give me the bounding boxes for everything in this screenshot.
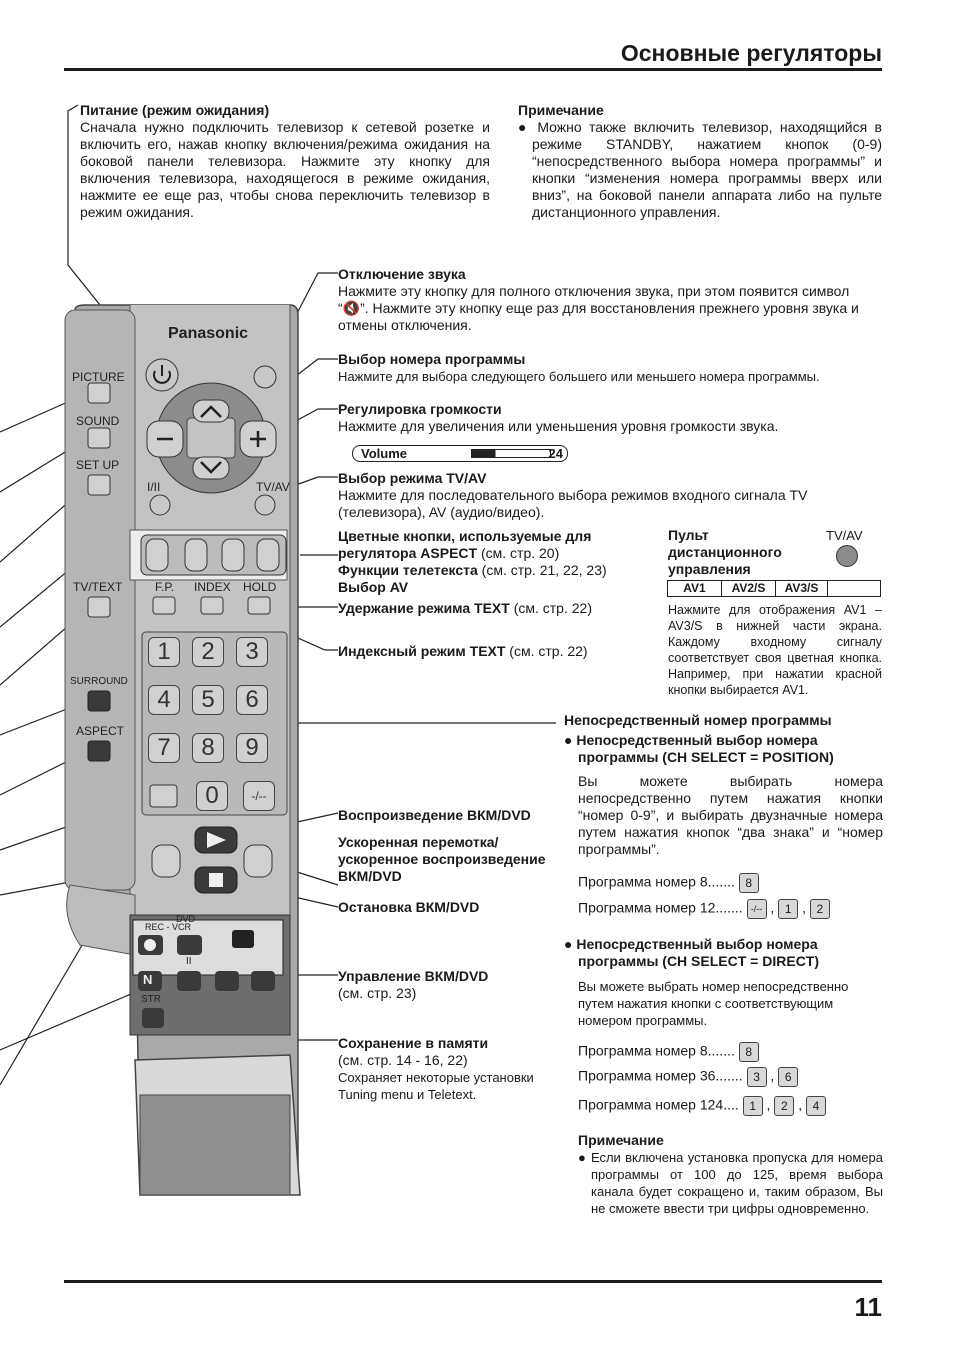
dir-ex-3: Программа номер 124.... 1 , 2 , 4	[578, 1096, 826, 1116]
label-aspect: ASPECT	[76, 724, 125, 738]
dir-ex-2: Программа номер 36....... 3 , 6	[578, 1067, 798, 1087]
pos-text: Вы можете выбирать номера непосредственно путем нажатия кнопки “номер 0-9”, и выбирать двузначные номера путем нажатия кнопок “два знака” и “номер программы”.	[578, 773, 883, 857]
vcr-section	[338, 968, 558, 1002]
pos-ex-1: Программа номер 8....... 8	[578, 873, 759, 893]
power-heading: Питание (режим ожидания)	[80, 102, 270, 118]
power-section	[80, 102, 490, 221]
keypad	[148, 637, 278, 763]
vcr-heading: Управление ВКМ/DVD	[338, 968, 489, 984]
volume-value: 24	[548, 446, 563, 461]
note-top	[518, 102, 882, 221]
label-fp: F.P.	[155, 580, 175, 594]
ff-heading: Ускоренная перемотка/ ускоренное воспроизведение ВКМ/DVD	[338, 834, 546, 884]
key-1[interactable]: 1	[148, 637, 180, 667]
av-bar	[667, 580, 881, 597]
color-line2a: регулятора ASPECT	[338, 545, 478, 561]
program-section	[338, 351, 888, 385]
color-section	[338, 528, 648, 596]
label-dvd: DVD	[176, 914, 196, 924]
mute-heading: Отключение звука	[338, 266, 466, 282]
color-line3a: Функции телетекста	[338, 562, 478, 578]
note-top-text: ● Можно также включить телевизор, находящийся в режиме STANDBY, нажатием кнопок (0-9) “непосредственного выбора номера программы” и кнопки “изменения номера программы вверх или вниз”, на боковой панели аппарата либо на пульте дистанционного управления.	[518, 119, 882, 220]
page-number: 11	[854, 1292, 882, 1322]
store-section	[338, 1035, 560, 1103]
tvav-heading: Выбор режима TV/AV	[338, 470, 487, 486]
volume-bar	[352, 445, 568, 462]
note-bottom	[578, 1132, 883, 1217]
mute-section	[338, 266, 883, 334]
key-0[interactable]: 0	[196, 781, 228, 811]
color-line1: Цветные кнопки, используемые для	[338, 528, 592, 544]
remote-brand: Panasonic	[168, 325, 249, 342]
key-5[interactable]: 5	[192, 685, 224, 715]
label-n: N	[143, 972, 153, 987]
label-picture: PICTURE	[72, 370, 125, 384]
program-heading: Выбор номера программы	[338, 351, 526, 367]
label-recvcr: REC - VCR	[145, 922, 192, 932]
label-hold: HOLD	[243, 580, 277, 594]
key-7[interactable]: 7	[148, 733, 180, 763]
note-bottom-text: ● Если включена установка пропуска для номера программы от 100 до 125, время выбора канала будет сокращено и, таким образом, Вы не сможете ввести три цифры одновременно.	[578, 1150, 883, 1216]
hold-text: Удержание режима TEXT (см. стр. 22)	[338, 600, 592, 616]
pult-button-label: TV/AV	[826, 528, 863, 543]
key-3[interactable]: 3	[236, 637, 268, 667]
key-9[interactable]: 9	[236, 733, 268, 763]
label-index: INDEX	[194, 580, 231, 594]
index-text: Индексный режим TEXT (см. стр. 22)	[338, 643, 588, 659]
pult-heading: Пульт дистанционного управления	[668, 527, 782, 577]
label-tvav: TV/AV	[256, 480, 290, 494]
bottom-rule	[64, 1280, 882, 1283]
vcr-text: (см. стр. 23)	[338, 985, 417, 1001]
label-tvtext: TV/TEXT	[73, 580, 123, 594]
page-title: Основные регуляторы	[620, 40, 882, 66]
store-text2: Сохраняет некоторые установки Tuning menu и Teletext.	[338, 1070, 534, 1102]
top-rule	[64, 68, 882, 71]
av1: AV1	[668, 581, 722, 596]
store-text1: (см. стр. 14 - 16, 22)	[338, 1052, 468, 1068]
volume-label: Volume	[361, 446, 407, 461]
dir-ex-1: Программа номер 8....... 8	[578, 1042, 759, 1062]
pult-text: Нажмите для отображения AV1 – AV3/S в нижней части экрана. Каждому входному сигналу соответствует своя цветная кнопка. Например, при нажатии красной кнопки выбирается AV1.	[668, 603, 882, 697]
label-str: STR	[141, 994, 161, 1005]
power-text: Сначала нужно подключить телевизор к сетевой розетке и включить его, нажав кнопку включения/режима ожидания на боковой панели телевизора. Нажмите эту кнопку для включения телевизора, находящегося в режиме ожидания, нажмите ее еще раз, чтобы снова переключить телевизор в режим ожидания.	[80, 119, 490, 220]
volume-heading: Регулировка громкости	[338, 401, 502, 417]
label-io: I/II	[147, 480, 161, 494]
av2: AV2/S	[722, 581, 776, 596]
note-bottom-heading: Примечание	[578, 1132, 664, 1148]
key-2[interactable]: 2	[192, 637, 224, 667]
pos-ex-2: Программа номер 12....... -/-- , 1 , 2	[578, 899, 830, 919]
mute-text: Нажмите эту кнопку для полного отключения звука, при этом появится символ “🔇”. Нажмите эту кнопку еще раз для восстановления прежнего уровня звука и отмены отключения.	[338, 283, 859, 333]
label-surround: SURROUND	[70, 676, 128, 687]
play-heading: Воспроизведение ВКМ/DVD	[338, 807, 531, 823]
label-pause: II	[186, 956, 192, 967]
stop-heading: Остановка ВКМ/DVD	[338, 899, 480, 915]
store-heading: Сохранение в памяти	[338, 1035, 489, 1051]
pult-button[interactable]	[836, 545, 858, 567]
color-line4: Выбор AV	[338, 579, 409, 595]
color-line3b: (см. стр. 21, 22, 23)	[477, 562, 607, 578]
key-4[interactable]: 4	[148, 685, 180, 715]
direct-heading: Непосредственный номер программы	[564, 712, 832, 728]
dir-heading: ● Непосредственный выбор номера программы (CH SELECT = DIRECT)	[564, 936, 820, 969]
dir-text: Вы можете выбрать номер непосредственно путем нажатия кнопки с соответствующим номером программы.	[578, 979, 849, 1028]
tvav-section	[338, 470, 883, 521]
key-6[interactable]: 6	[236, 685, 268, 715]
color-line2b: (см. стр. 20)	[477, 545, 560, 561]
volume-text: Нажмите для увеличения или уменьшения уровня громкости звука.	[338, 418, 779, 434]
note-top-heading: Примечание	[518, 102, 604, 118]
tvav-text: Нажмите для последовательного выбора режимов входного сигнала TV (телевизора), AV (аудио/видео).	[338, 487, 808, 520]
key-dash[interactable]: -/--	[243, 781, 275, 811]
pos-heading: ● Непосредственный выбор номера программы (CH SELECT = POSITION)	[564, 732, 834, 765]
label-sound: SOUND	[76, 414, 120, 428]
volume-level	[471, 449, 551, 458]
key-8[interactable]: 8	[192, 733, 224, 763]
program-text: Нажмите для выбора следующего большего или меньшего номера программы.	[338, 369, 820, 384]
volume-section	[338, 401, 883, 435]
av3: AV3/S	[776, 581, 828, 596]
label-setup: SET UP	[76, 458, 120, 472]
